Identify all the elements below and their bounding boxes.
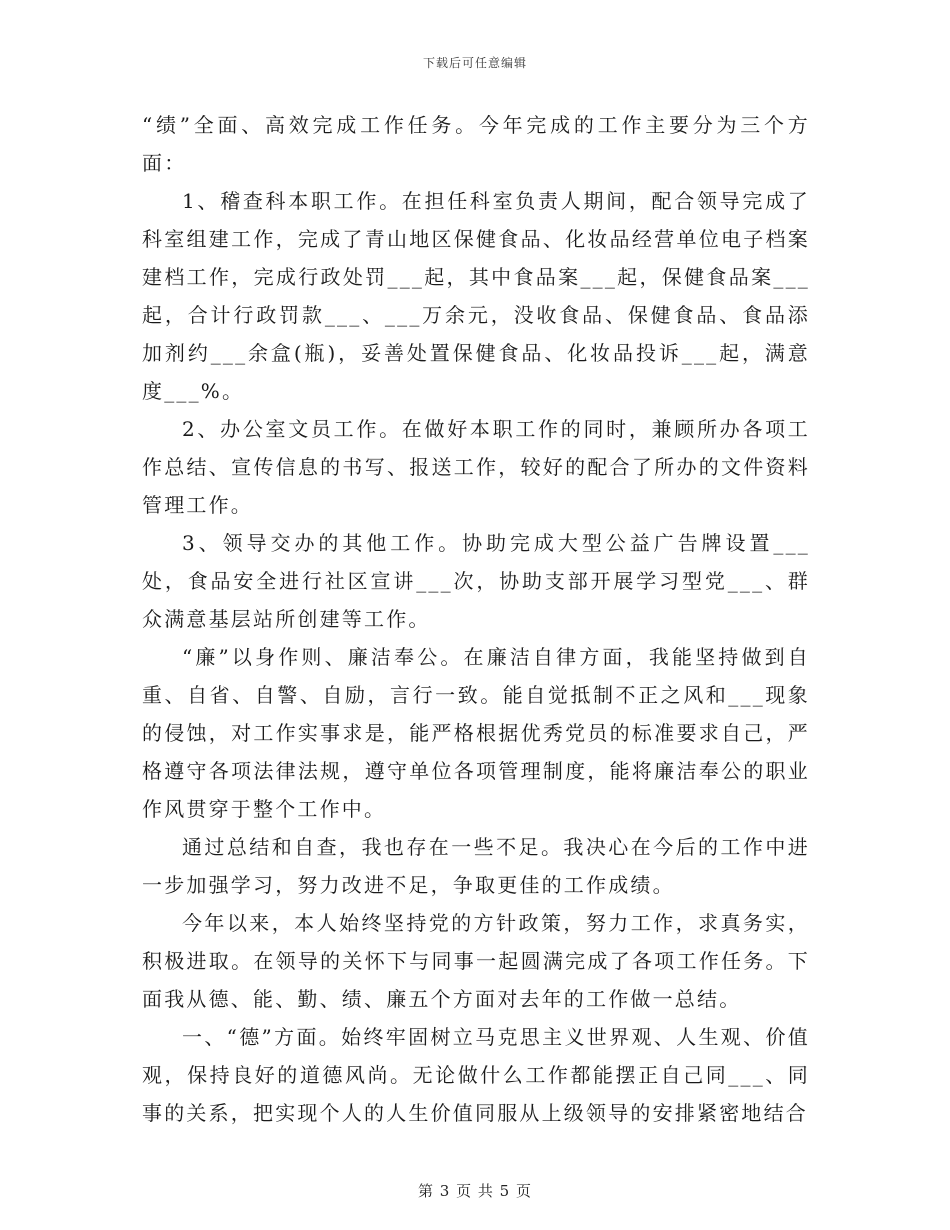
- paragraph-other-assigned-work: 3、领导交办的其他工作。协助完成大型公益广告牌设置___处，食品安全进行社区宣讲___次，协助支部开展学习型党___、群众满意基层站所创建等工作。: [142, 531, 810, 631]
- document-body: [142, 106, 810, 1132]
- paragraph-integrity: “廉”以身作则、廉洁奉公。在廉洁自律方面，我能坚持做到自重、自省、自警、自励，言行一致。能自觉抵制不正之风和___现象的侵蚀，对工作实事求是，能严格根据优秀党员的标准要求自己，严格遵守各项法律法规，遵守单位各项管理制度，能将廉洁奉公的职业作风贯穿于整个工作中。: [142, 645, 810, 821]
- paragraph-shortcomings: 通过总结和自查，我也存在一些不足。我决心在今后的工作中进一步加强学习，努力改进不足，争取更佳的工作成绩。: [142, 835, 810, 897]
- page-number: 第 3 页 共 5 页: [418, 1182, 532, 1200]
- paragraph-office-clerk-work: 2、办公室文员工作。在做好本职工作的同时，兼顾所办各项工作总结、宣传信息的书写、报送工作，较好的配合了所办的文件资料管理工作。: [142, 417, 810, 517]
- page-header-note: 下载后可任意编辑: [422, 56, 527, 70]
- paragraph-morality: 一、“德”方面。始终牢固树立马克思主义世界观、人生观、价值观，保持良好的道德风尚。无论做什么工作都能摆正自己同___、同事的关系，把实现个人的人生价值同服从上级领导的安排紧密地结合: [142, 1025, 810, 1125]
- paragraph-inspection-work: 1、稽查科本职工作。在担任科室负责人期间，配合领导完成了科室组建工作，完成了青山地区保健食品、化妆品经营单位电子档案建档工作，完成行政处罚___起，其中食品案___起，保健食品案___起，合计行政罚款___、___万余元，没收食品、保健食品、食品添加剂约___余盒(瓶)，妥善处置保健食品、化妆品投诉___起，满意度___%。: [142, 189, 810, 403]
- paragraph-year-summary: 今年以来，本人始终坚持党的方针政策，努力工作，求真务实，积极进取。在领导的关怀下与同事一起圆满完成了各项工作任务。下面我从德、能、勤、绩、廉五个方面对去年的工作做一总结。: [142, 911, 810, 1011]
- paragraph-achievement-intro: “绩”全面、高效完成工作任务。今年完成的工作主要分为三个方面：: [142, 113, 810, 175]
